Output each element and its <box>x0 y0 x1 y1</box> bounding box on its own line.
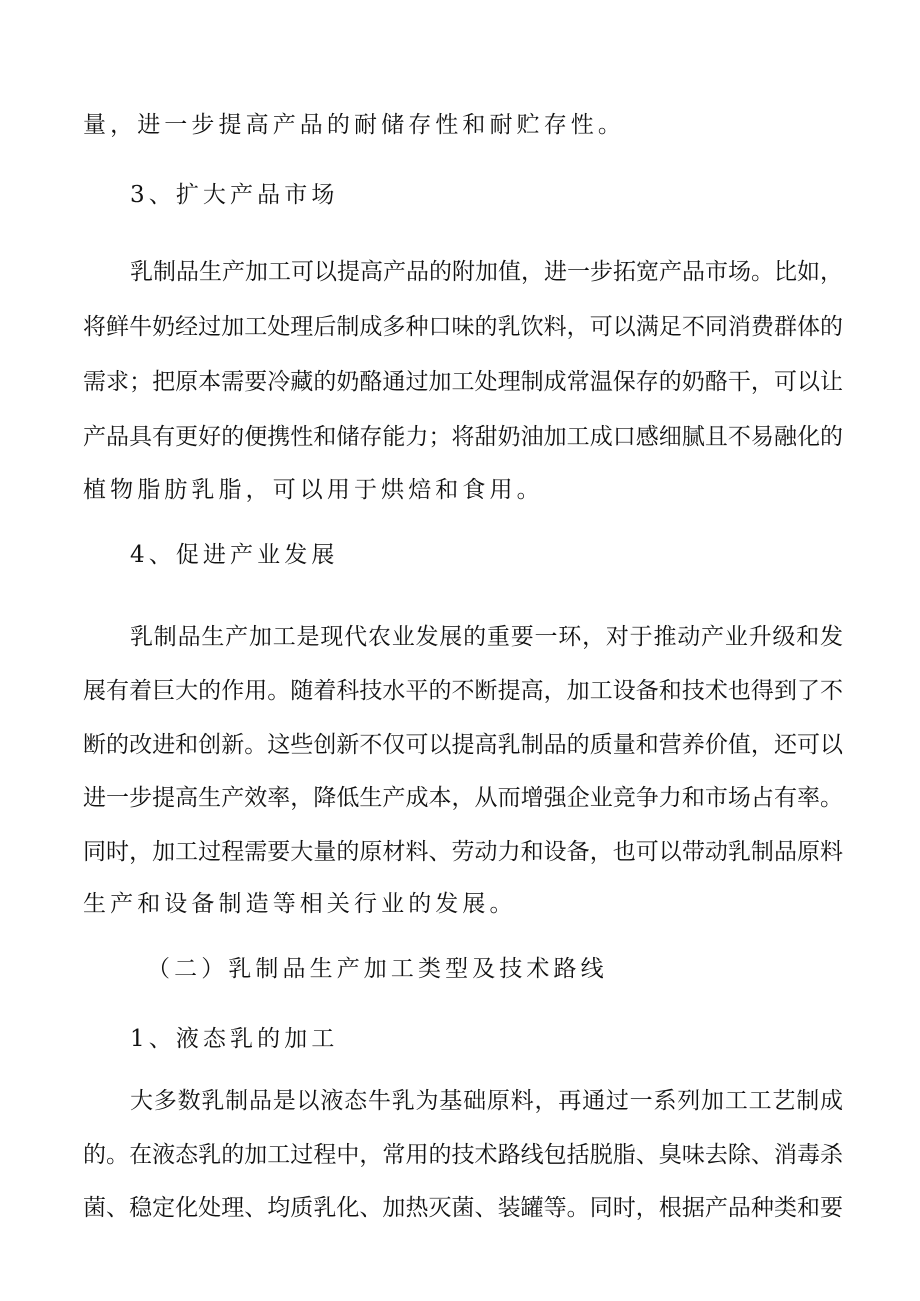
paragraph-line: 将鲜牛奶经过加工处理后制成多种口味的乳饮料，可以满足不同消费群体的 <box>83 314 843 340</box>
paragraph-line: 乳制品生产加工可以提高产品的附加值，进一步拓宽产品市场。比如， <box>130 259 843 285</box>
paragraph-line: 同时，加工过程需要大量的原材料、劳动力和设备，也可以带动乳制品原料 <box>83 839 843 865</box>
paragraph-line: 生产和设备制造等相关行业的发展。 <box>83 891 517 917</box>
paragraph-line: 植物脂肪乳脂，可以用于烘焙和食用。 <box>83 477 544 503</box>
paragraph-line: 断的改进和创新。这些创新不仅可以提高乳制品的质量和营养价值，还可以 <box>83 732 843 758</box>
paragraph-line: 乳制品生产加工是现代农业发展的重要一环，对于推动产业升级和发 <box>130 624 843 650</box>
section-heading-types: （二）乳制品生产加工类型及技术路线 <box>147 956 608 982</box>
paragraph-line: 大多数乳制品是以液态牛乳为基础原料，再通过一系列加工工艺制成 <box>130 1088 843 1114</box>
paragraph-line: 需求；把原本需要冷藏的奶酪通过加工处理制成常温保存的奶酪干，可以让 <box>83 369 843 395</box>
paragraph-line: 产品具有更好的便携性和储存能力；将甜奶油加工成口感细腻且不易融化的 <box>83 424 843 450</box>
heading-promote-industry: 4、促进产业发展 <box>130 542 339 568</box>
paragraph-line: 菌、稳定化处理、均质乳化、加热灭菌、装罐等。同时，根据产品种类和要 <box>83 1195 843 1221</box>
heading-liquid-milk: 1、液态乳的加工 <box>130 1026 339 1052</box>
paragraph-line: 量，进一步提高产品的耐储存性和耐贮存性。 <box>83 112 625 138</box>
paragraph-line: 展有着巨大的作用。随着科技水平的不断提高，加工设备和技术也得到了不 <box>83 678 843 704</box>
heading-expand-market: 3、扩大产品市场 <box>130 182 339 208</box>
paragraph-line: 进一步提高生产效率，降低生产成本，从而增强企业竞争力和市场占有率。 <box>83 785 843 811</box>
paragraph-line: 的。在液态乳的加工过程中，常用的技术路线包括脱脂、臭味去除、消毒杀 <box>83 1142 843 1168</box>
